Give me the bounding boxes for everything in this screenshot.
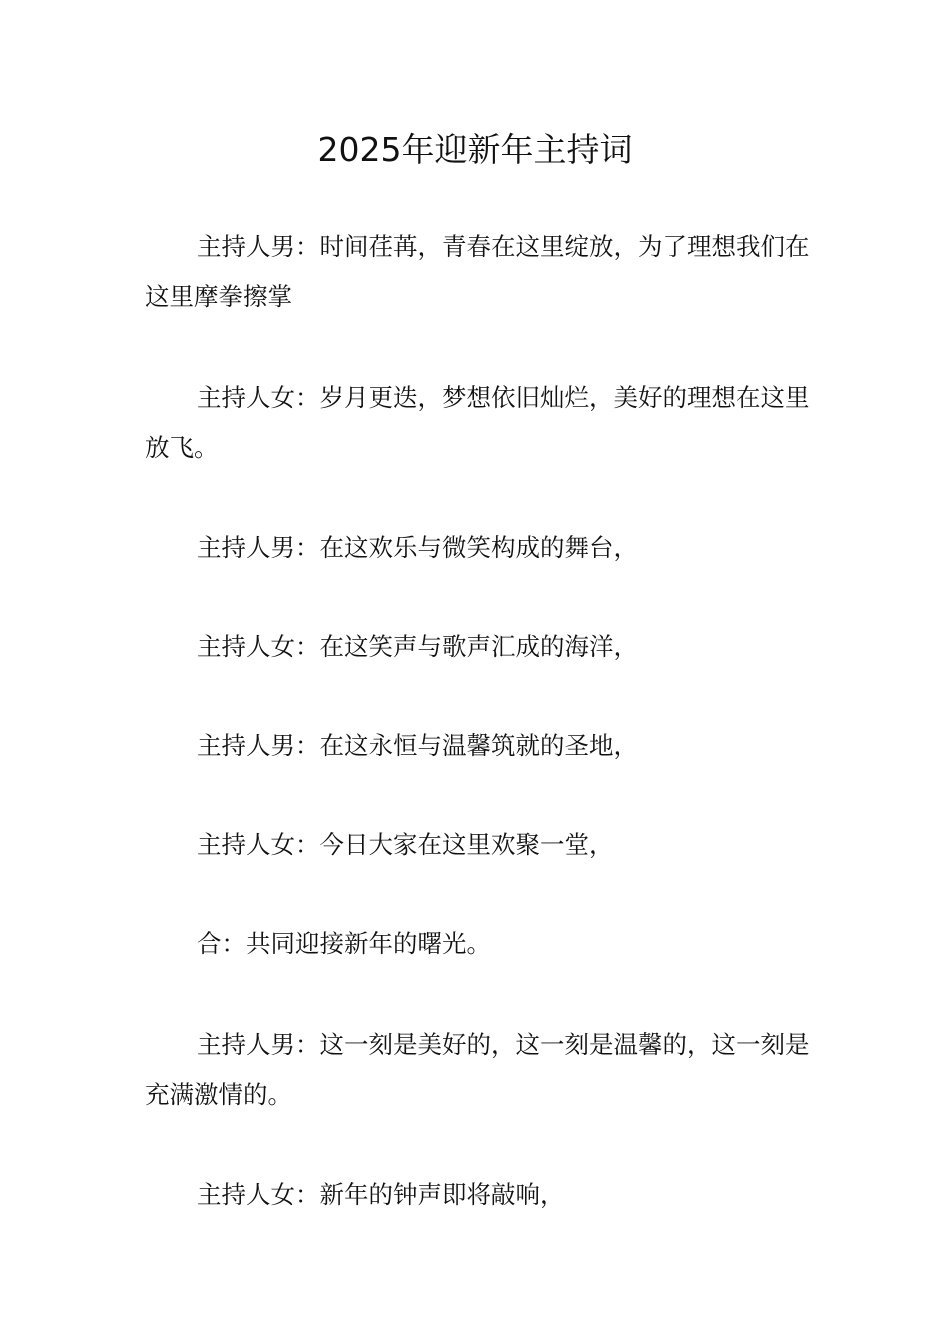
paragraph-9: 主持人女：新年的钟声即将敲响， <box>197 1180 565 1209</box>
paragraph-4: 主持人女：在这笑声与歌声汇成的海洋， <box>197 632 638 661</box>
paragraph-6: 主持人女：今日大家在这里欢聚一堂， <box>197 830 614 859</box>
document-title: 2025年迎新年主持词 <box>317 130 633 169</box>
paragraph-5: 主持人男：在这永恒与温馨筑就的圣地， <box>197 731 638 760</box>
paragraph-2: 主持人女：岁月更迭，梦想依旧灿烂，美好的理想在这里放飞。 <box>145 383 810 462</box>
paragraph-7: 合：共同迎接新年的曙光。 <box>197 929 491 958</box>
paragraph-1: 主持人男：时间荏苒，青春在这里绽放，为了理想我们在这里摩拳擦掌 <box>145 232 810 311</box>
paragraph-8: 主持人男：这一刻是美好的，这一刻是温馨的，这一刻是充满激情的。 <box>145 1030 810 1109</box>
paragraph-3: 主持人男：在这欢乐与微笑构成的舞台， <box>197 533 638 562</box>
